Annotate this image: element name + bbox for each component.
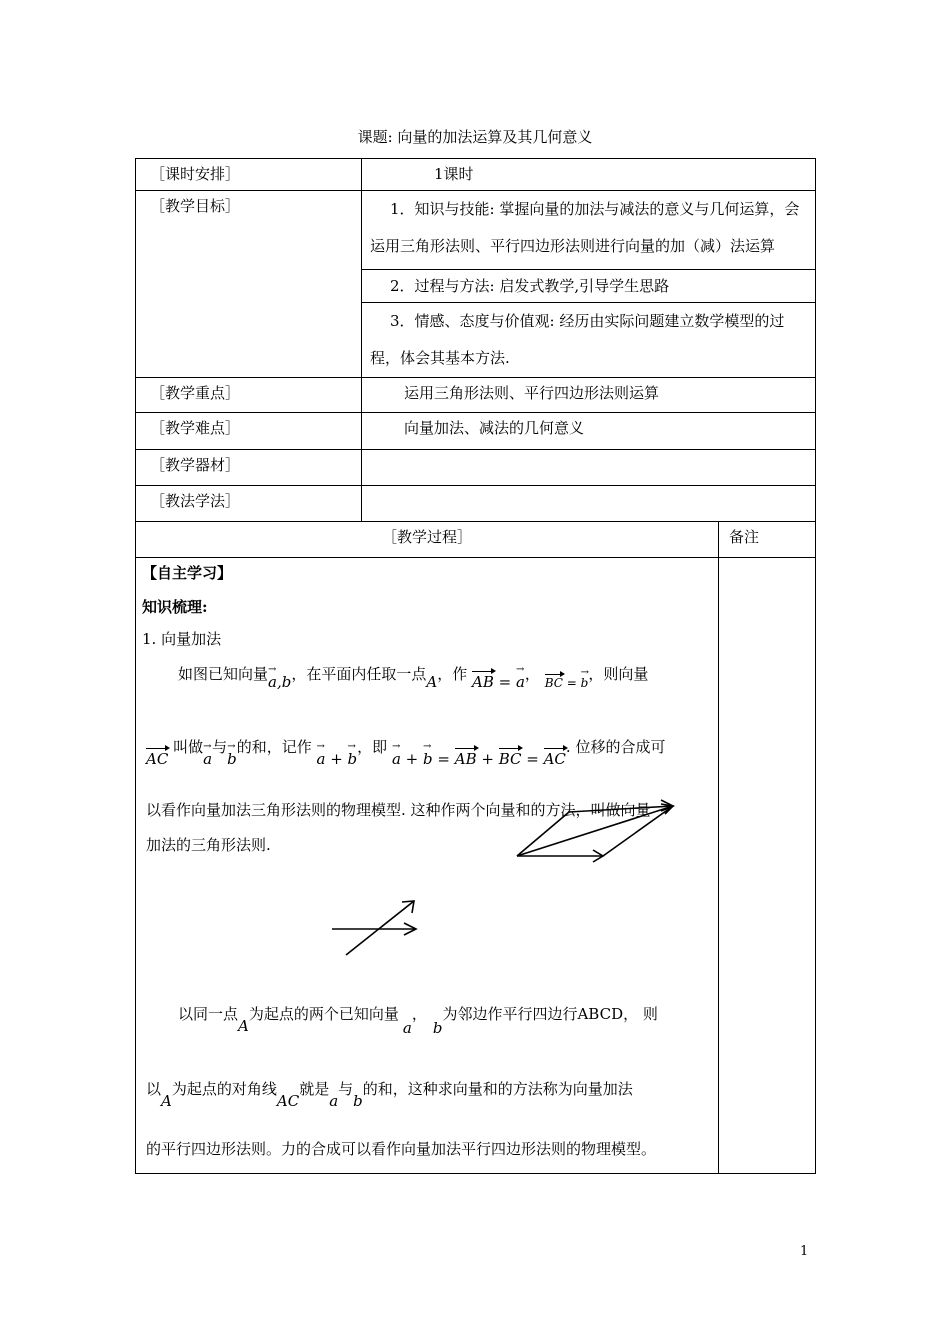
label-equipment: ［教学器材］ [150, 456, 241, 474]
vector-b-line [517, 812, 569, 856]
page-number: 1 [800, 1244, 809, 1259]
value-schedule: 1课时 [434, 165, 474, 183]
label-methods: ［教法学法］ [150, 492, 241, 510]
lesson-plan-table [135, 158, 816, 1174]
value-key-points: 运用三角形法则、平行四边形法则运算 [404, 384, 660, 402]
subsection-heading: 知识梳理: [142, 598, 208, 616]
page-title: 课题: 向量的加法运算及其几何意义 [357, 128, 593, 146]
goal-2: 2．过程与方法: 启发式教学,引导学生思路 [390, 277, 670, 295]
row-schedule [136, 159, 816, 191]
p1-line3: 以看作向量加法三角形法则的物理模型. 这种作两个向量和的方法，叫做向量 [146, 801, 651, 819]
label-key-points: ［教学重点］ [150, 384, 241, 402]
goal-1: 1．知识与技能: 掌握向量的加法与减法的意义与几何运算，会运用三角形法则、平行四边形法则进行向量的加（减）法运算 [370, 200, 800, 255]
row-difficulties [136, 413, 816, 450]
process-body [136, 558, 718, 1173]
crossing-arrows-figure [326, 893, 426, 963]
diagonal-arrow-line [346, 901, 414, 955]
p2-line3: 的平行四边形法则。力的合成可以看作向量加法平行四边形法则的物理模型。 [146, 1140, 657, 1158]
diagonal-line [517, 806, 673, 856]
process-header: ［教学过程］ [381, 528, 472, 546]
item-1: 1. 向量加法 [142, 630, 222, 648]
p2-line2: 以A为起点的对角线AC就是a与b的和，这种求向量和的方法称为向量加法 [146, 1080, 633, 1110]
p1-line2: AC 叫做→ a与→ b的和，记作 → a + → b，即 → a + → b = AB + BC = AC. 位移的合成可 [146, 736, 665, 757]
goal-3: 3．情感、态度与价值观: 经历由实际问题建立数学模型的过程，体会其基本方法. [370, 312, 785, 367]
label-difficulties: ［教学难点］ [150, 419, 241, 437]
right-edge-line [603, 806, 673, 856]
row-methods [136, 486, 816, 522]
row-process-body [136, 558, 816, 1174]
row-equipment [136, 450, 816, 486]
parallelogram-figure [511, 794, 681, 864]
label-schedule: ［课时安排］ [150, 165, 241, 183]
value-difficulties: 向量加法、减法的几何意义 [404, 419, 585, 437]
p1-line1: 如图已知向量→ a,b，在平面内任取一点A，作 AB = → a， BC $_=$ → b，则向量 [178, 663, 648, 684]
row-goals-1 [136, 191, 816, 270]
p2-line1: 以同一点A为起点的两个已知向量a，b为邻边作平行四边行ABCD， 则 [178, 1005, 658, 1037]
section-heading: 【自主学习】 [142, 564, 233, 582]
row-key-points [136, 378, 816, 413]
p1-line4: 加法的三角形法则. [146, 836, 271, 854]
row-process-header [136, 522, 816, 558]
label-goals: ［教学目标］ [150, 197, 241, 215]
notes-header: 备注 [729, 528, 760, 546]
